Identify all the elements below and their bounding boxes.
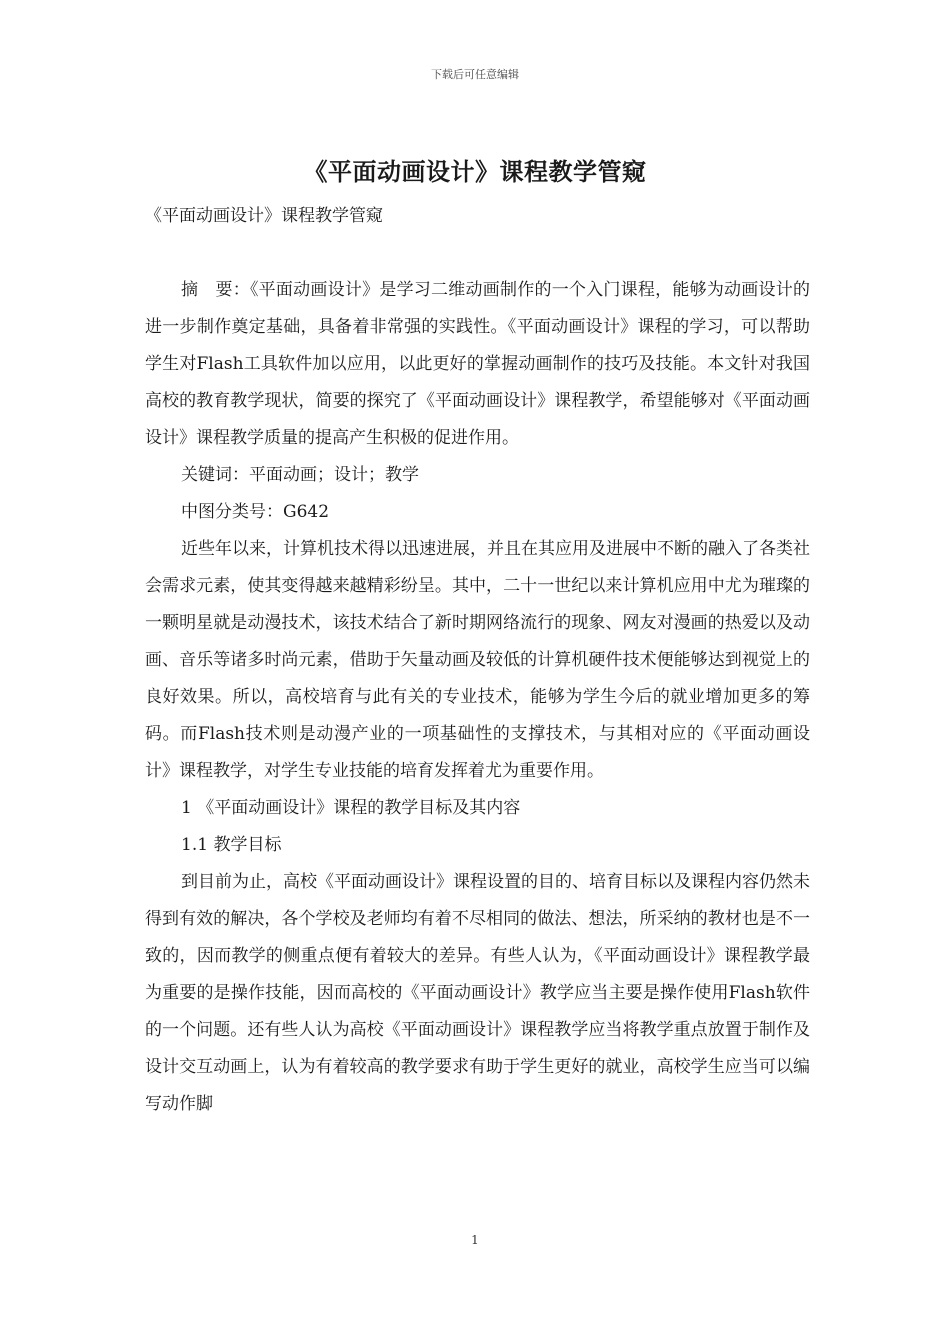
body-paragraph: 到目前为止，高校《平面动画设计》课程设置的目的、培育目标以及课程内容仍然未得到有效的解决，各个学校及老师均有着不尽相同的做法、想法，所采纳的教材也是不一致的，因而教学的侧重点便有着较大的差异。有些人认为，《平面动画设计》课程教学最为重要的是操作技能，因而高校的《平面动画设计》教学应当主要是操作使用Flash软件的一个问题。还有些人认为高校《平面动画设计》课程教学应当将教学重点放置于制作及设计交互动画上，认为有着较高的教学要求有助于学生更好的就业，高校学生应当可以编写动作脚 [145,872,810,1114]
page-number: 1 [471,1233,479,1247]
keywords-line: 关键词：平面动画；设计；教学 [181,465,419,485]
abstract-paragraph: 摘 要：《平面动画设计》是学习二维动画制作的一个入门课程，能够为动画设计的进一步制作奠定基础，具备着非常强的实践性。《平面动画设计》课程的学习，可以帮助学生对Flash工具软件加以应用，以此更好的掌握动画制作的技巧及技能。本文针对我国高校的教育教学现状，简要的探究了《平面动画设计》课程教学，希望能够对《平面动画设计》课程教学质量的提高产生积极的促进作用。 [145,280,810,448]
subsection-heading: 1.1 教学目标 [181,835,282,855]
document-body [145,198,810,1123]
document-subtitle: 《平面动画设计》课程教学管窥 [145,206,383,226]
document-title: 《平面动画设计》课程教学管窥 [303,157,647,186]
intro-paragraph: 近些年以来，计算机技术得以迅速进展，并且在其应用及进展中不断的融入了各类社会需求元素，使其变得越来越精彩纷呈。其中，二十一世纪以来计算机应用中尤为璀璨的一颗明星就是动漫技术，该技术结合了新时期网络流行的现象、网友对漫画的热爱以及动画、音乐等诸多时尚元素，借助于矢量动画及较低的计算机硬件技术便能够达到视觉上的良好效果。所以，高校培育与此有关的专业技术，能够为学生今后的就业增加更多的筹码。而Flash技术则是动漫产业的一项基础性的支撑技术，与其相对应的《平面动画设计》课程教学，对学生专业技能的培育发挥着尤为重要作用。 [145,539,810,781]
section-heading: 1 《平面动画设计》课程的教学目标及其内容 [181,798,521,818]
classification-line: 中图分类号：G642 [181,502,330,522]
page-header-note: 下载后可任意编辑 [431,68,519,81]
